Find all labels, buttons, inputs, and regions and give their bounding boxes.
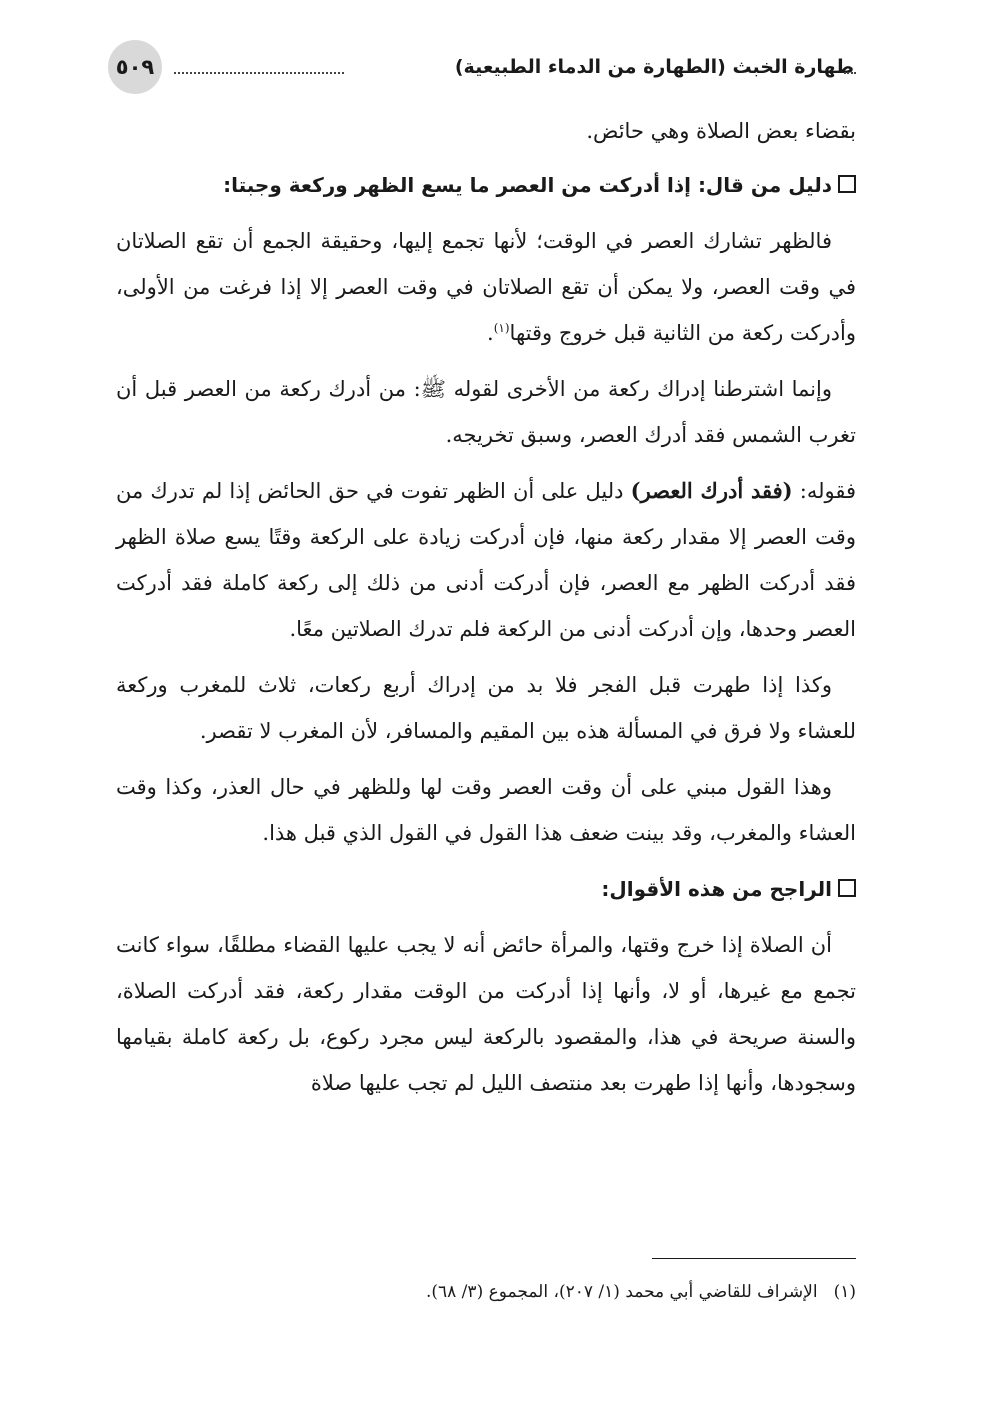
paragraph [116,218,856,356]
footnote [116,1278,856,1306]
footnote-text: الإشراف للقاضي أبي محمد (١/ ٢٠٧)، المجموع (٣/ ٦٨). [425,1282,818,1302]
running-title: طهارة الخبث (الطهارة من الدماء الطبيعية) [454,56,854,78]
section-heading-evidence [116,162,856,208]
section-heading-text: الراجح من هذه الأقوال: [601,877,832,901]
paragraph: وكذا إذا طهرت قبل الفجر فلا بد من إدراك أربع ركعات، ثلاث للمغرب وركعة للعشاء ولا فرق في المسألة هذه بين المقيم والمسافر، لأن المغرب لا تقصر. [116,673,856,743]
page-number: ٥٠٩ [108,40,162,94]
paragraph-text: فقوله: [792,479,856,503]
paragraph: أن الصلاة إذا خرج وقتها، والمرأة حائض أنه لا يجب عليها القضاء مطلقًا، سواء كانت تجمع مع غيرها، أو لا، وأنها إذا أدركت من الوقت مقدار ركعة، فقد أدركت الصلاة، والسنة صريحة في هذا، والمقصود بالركعة ليس مجرد ركوع، بل ركعة كاملة بقيامها وسجودها، وأنها إذا طهرت بعد منتصف الليل لم تجب عليها صلاة [116,933,856,1095]
section-heading-text: دليل من قال: إذا أدركت من العصر ما يسع الظهر وركعة وجبتا: [223,173,832,197]
running-header [108,40,854,96]
square-bullet-icon [838,879,856,897]
footnote-divider [652,1258,856,1259]
header-leader-left [174,72,344,74]
quoted-phrase: (فقد أدرك العصر) [630,478,793,503]
paragraph: وهذا القول مبني على أن وقت العصر وقت لها وللظهر في حال العذر، وكذا وقت العشاء والمغرب، وقد بينت ضعف هذا القول في القول الذي قبل هذا. [116,775,856,845]
square-bullet-icon [838,175,856,193]
footnote-marker: (١) [833,1282,856,1302]
paragraph-end: . [487,321,494,345]
main-text [116,108,856,1116]
paragraph-text: دليل على أن الظهر تفوت في حق الحائض إذا لم تدرك من وقت العصر إلا مقدار ركعة منها، فإن أدركت زيادة على الركعة وقتًا يسع صلاة الظهر فقد أدركت الظهر مع العصر، فإن أدركت أدنى من ذلك إلى ركعة كاملة فقد أدركت العصر وحدها، وإن أدركت أدنى من الركعة فلم تدرك الصلاتين معًا. [116,479,856,641]
paragraph-continuation: بقضاء بعض الصلاة وهي حائض. [586,119,856,143]
paragraph [116,468,856,652]
footnote-reference: (١) [493,321,510,335]
paragraph-text: فالظهر تشارك العصر في الوقت؛ لأنها تجمع إليها، وحقيقة الجمع أن تقع الصلاتان في وقت العصر، ولا يمكن أن تقع الصلاتان في وقت العصر إلا إذا فرغت من الأولى، وأدركت ركعة من الثانية قبل خروج وقتها [116,229,856,345]
paragraph: وإنما اشترطنا إدراك ركعة من الأخرى لقوله ﷺ: من أدرك ركعة من العصر قبل أن تغرب الشمس فقد أدرك العصر، وسبق تخريجه. [116,377,856,447]
section-heading-preferred [116,866,856,912]
header-leader-right [844,72,856,74]
